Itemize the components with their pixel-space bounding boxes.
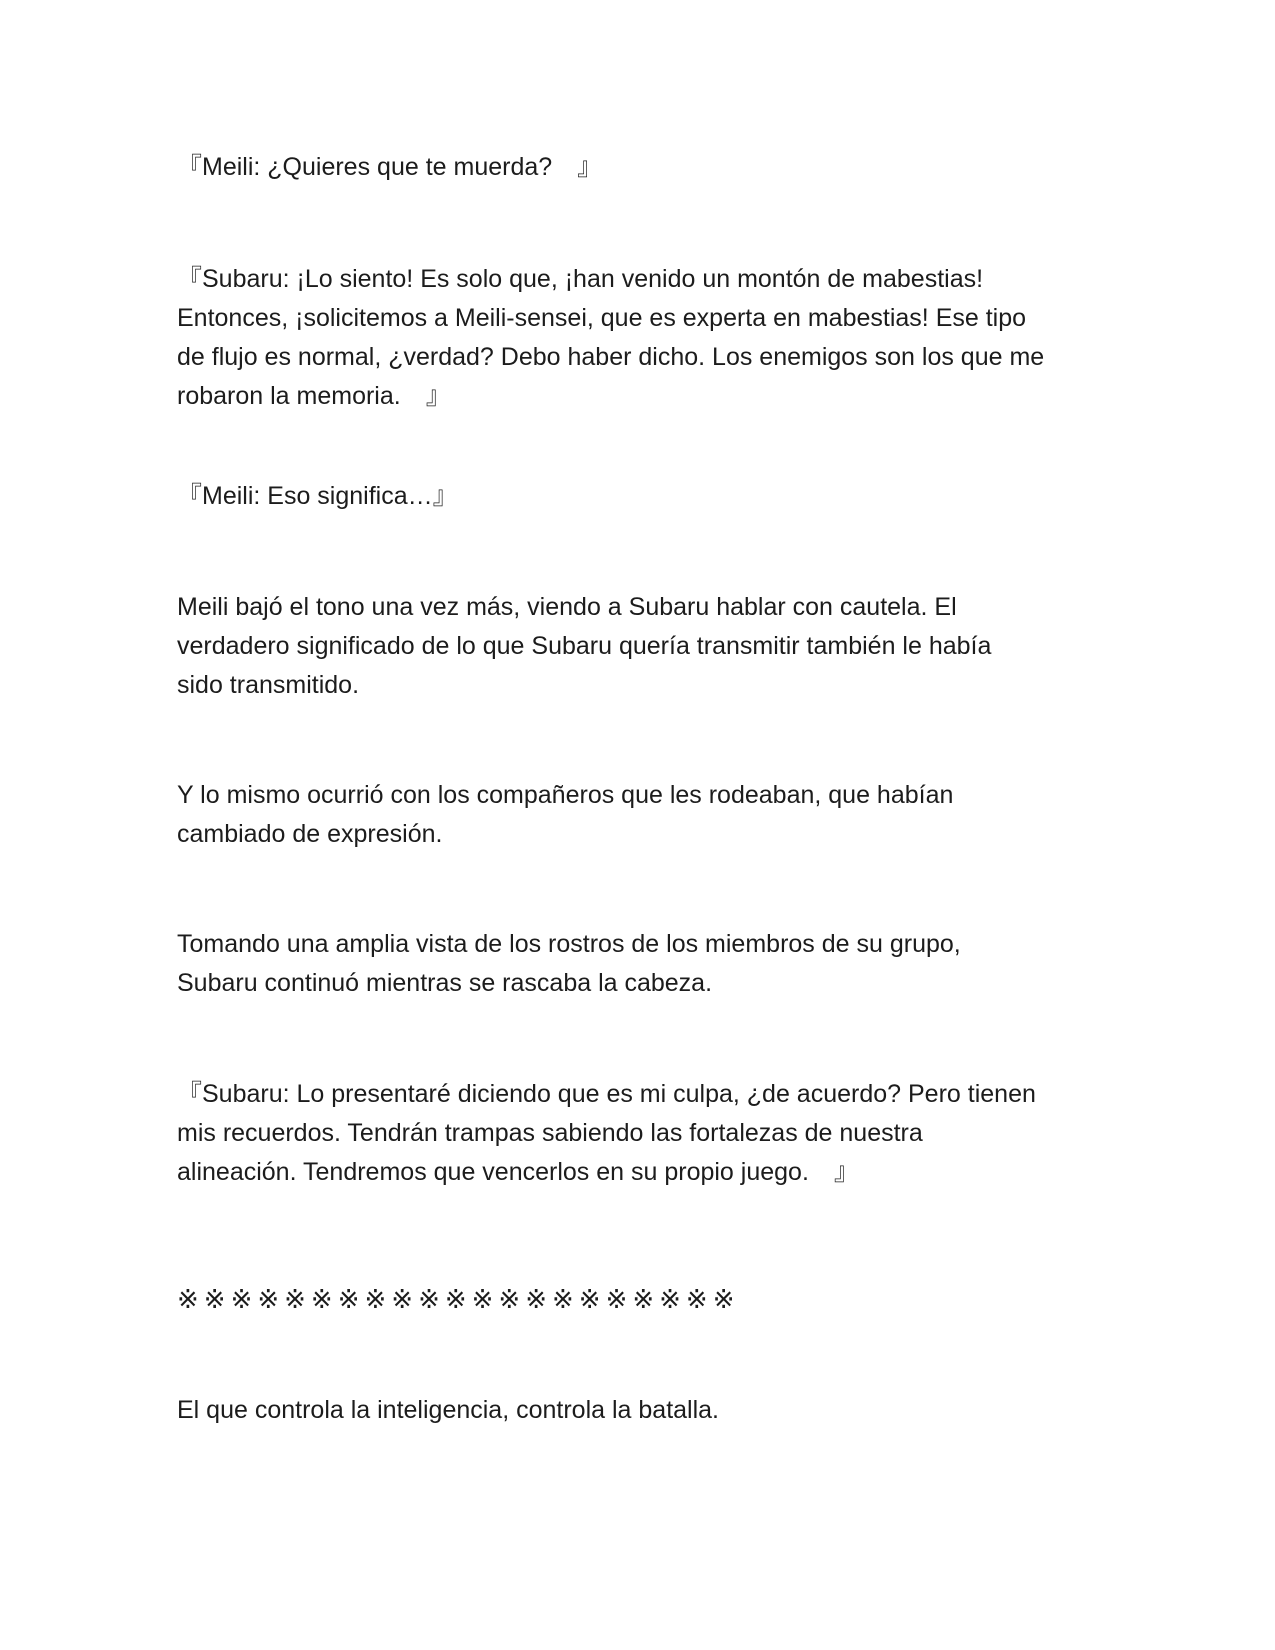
scene-separator: ※※※※※※※※※※※※※※※※※※※※※ xyxy=(177,1285,740,1315)
paragraph-closing xyxy=(177,1391,1097,1430)
text-line: mis recuerdos. Tendrán trampas sabiendo las fortalezas de nuestra xyxy=(177,1119,923,1147)
paragraph-narration-tone xyxy=(177,588,1097,705)
text-line: alineación. Tendremos que vencerlos en su propio juego. 』 xyxy=(177,1158,859,1186)
paragraph-narration-group xyxy=(177,925,1097,1003)
text-line: de flujo es normal, ¿verdad? Debo haber dicho. Los enemigos son los que me xyxy=(177,343,1045,371)
text-line: Entonces, ¡solicitemos a Meili-sensei, que es experta en mabestias! Ese tipo xyxy=(177,304,1027,332)
text-line: Subaru continuó mientras se rascaba la cabeza. xyxy=(177,969,713,997)
text-line: 『Subaru: Lo presentaré diciendo que es mi culpa, ¿de acuerdo? Pero tienen xyxy=(177,1080,1036,1108)
paragraph-meili-meaning xyxy=(177,477,1097,516)
text-line: 『Meili: Eso significa…』 xyxy=(177,482,458,510)
text-line: El que controla la inteligencia, controla la batalla. xyxy=(177,1396,720,1424)
text-line: cambiado de expresión. xyxy=(177,820,443,848)
text-line: robaron la memoria. 』 xyxy=(177,382,451,410)
text-line: verdadero significado de lo que Subaru quería transmitir también le había xyxy=(177,632,992,660)
paragraph-narration-companions xyxy=(177,776,1097,854)
text-line: 『Meili: ¿Quieres que te muerda? 』 xyxy=(177,153,603,181)
paragraph-subaru-apology xyxy=(177,260,1097,416)
text-line: Y lo mismo ocurrió con los compañeros que les rodeaban, que habían xyxy=(177,781,954,809)
text-line: Tomando una amplia vista de los rostros de los miembros de su grupo, xyxy=(177,930,961,958)
text-line: sido transmitido. xyxy=(177,671,360,699)
text-line: Meili bajó el tono una vez más, viendo a Subaru hablar con cautela. El xyxy=(177,593,957,621)
paragraph-meili-question xyxy=(177,148,1097,187)
paragraph-subaru-plan xyxy=(177,1075,1097,1192)
text-line: 『Subaru: ¡Lo siento! Es solo que, ¡han venido un montón de mabestias! xyxy=(177,265,984,293)
